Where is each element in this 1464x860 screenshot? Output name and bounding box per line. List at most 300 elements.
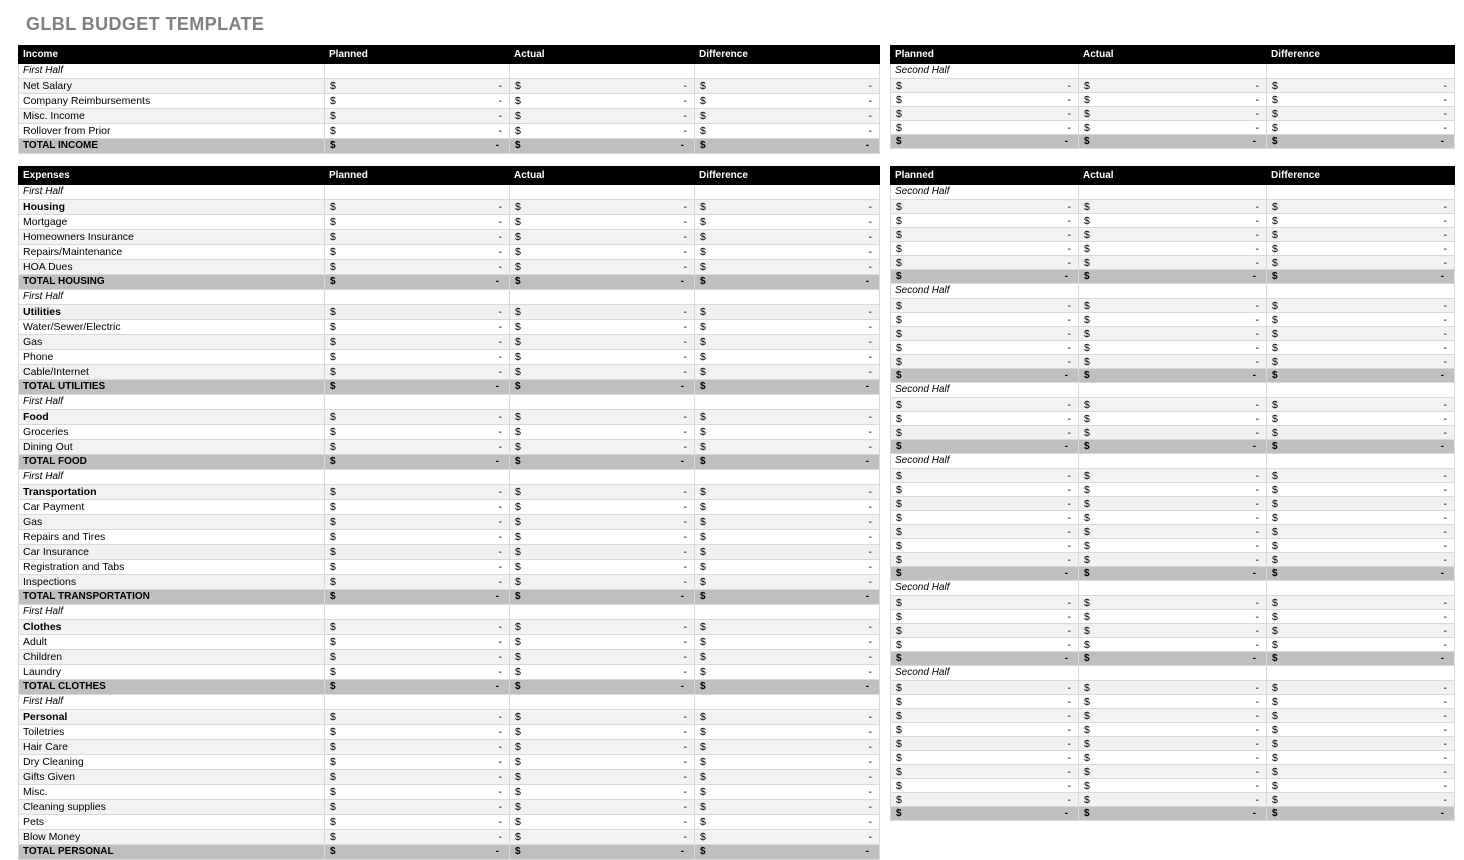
planned-cell[interactable]: [891, 497, 1079, 511]
planned-cell[interactable]: [325, 740, 510, 755]
difference-cell[interactable]: [1267, 793, 1455, 807]
difference-cell[interactable]: [695, 94, 880, 109]
planned-cell[interactable]: [891, 793, 1079, 807]
table-row[interactable]: [19, 635, 880, 650]
actual-cell[interactable]: [510, 485, 695, 500]
planned-cell[interactable]: [325, 335, 510, 350]
difference-cell[interactable]: [1267, 121, 1455, 135]
table-row[interactable]: [891, 765, 1455, 779]
difference-cell[interactable]: [695, 215, 880, 230]
actual-cell[interactable]: [1079, 765, 1267, 779]
difference-cell[interactable]: [695, 665, 880, 680]
total-actual-cell[interactable]: [1079, 567, 1267, 581]
difference-cell[interactable]: [1267, 355, 1455, 369]
table-row[interactable]: [891, 398, 1455, 412]
actual-cell[interactable]: [1079, 511, 1267, 525]
actual-cell[interactable]: [510, 755, 695, 770]
difference-cell[interactable]: [1267, 610, 1455, 624]
table-row[interactable]: [19, 320, 880, 335]
actual-cell[interactable]: [1079, 553, 1267, 567]
table-row[interactable]: [19, 785, 880, 800]
actual-cell[interactable]: [510, 785, 695, 800]
difference-cell[interactable]: [695, 485, 880, 500]
planned-cell[interactable]: [891, 299, 1079, 313]
planned-cell[interactable]: [325, 440, 510, 455]
actual-cell[interactable]: [510, 500, 695, 515]
total-actual-cell[interactable]: [510, 590, 695, 605]
actual-cell[interactable]: [1079, 228, 1267, 242]
table-row[interactable]: [19, 200, 880, 215]
actual-cell[interactable]: [1079, 256, 1267, 270]
table-row[interactable]: [19, 500, 880, 515]
difference-cell[interactable]: [695, 575, 880, 590]
difference-cell[interactable]: [1267, 497, 1455, 511]
actual-cell[interactable]: [510, 560, 695, 575]
actual-cell[interactable]: [1079, 709, 1267, 723]
table-row[interactable]: [19, 425, 880, 440]
difference-cell[interactable]: [1267, 299, 1455, 313]
planned-cell[interactable]: [325, 230, 510, 245]
planned-cell[interactable]: [891, 765, 1079, 779]
planned-cell[interactable]: [325, 575, 510, 590]
table-row[interactable]: [891, 723, 1455, 737]
table-row[interactable]: [891, 426, 1455, 440]
actual-cell[interactable]: [1079, 93, 1267, 107]
difference-cell[interactable]: [1267, 709, 1455, 723]
total-actual-cell[interactable]: [1079, 135, 1267, 149]
planned-cell[interactable]: [891, 412, 1079, 426]
total-actual-cell[interactable]: [510, 139, 695, 154]
planned-cell[interactable]: [325, 770, 510, 785]
difference-cell[interactable]: [1267, 596, 1455, 610]
total-planned-cell[interactable]: [891, 135, 1079, 149]
planned-cell[interactable]: [891, 107, 1079, 121]
planned-cell[interactable]: [325, 320, 510, 335]
actual-cell[interactable]: [510, 335, 695, 350]
table-row[interactable]: [19, 245, 880, 260]
planned-cell[interactable]: [891, 695, 1079, 709]
actual-cell[interactable]: [1079, 751, 1267, 765]
table-row[interactable]: [891, 793, 1455, 807]
difference-cell[interactable]: [1267, 200, 1455, 214]
planned-cell[interactable]: [891, 723, 1079, 737]
actual-cell[interactable]: [1079, 107, 1267, 121]
planned-cell[interactable]: [325, 710, 510, 725]
total-difference-cell[interactable]: [1267, 440, 1455, 454]
actual-cell[interactable]: [1079, 469, 1267, 483]
difference-cell[interactable]: [1267, 695, 1455, 709]
planned-cell[interactable]: [325, 500, 510, 515]
actual-cell[interactable]: [510, 800, 695, 815]
total-planned-cell[interactable]: [325, 845, 510, 860]
difference-cell[interactable]: [1267, 313, 1455, 327]
difference-cell[interactable]: [1267, 256, 1455, 270]
table-row[interactable]: [19, 665, 880, 680]
planned-cell[interactable]: [891, 426, 1079, 440]
planned-cell[interactable]: [325, 725, 510, 740]
actual-cell[interactable]: [510, 710, 695, 725]
table-row[interactable]: [19, 335, 880, 350]
actual-cell[interactable]: [510, 740, 695, 755]
table-row[interactable]: [891, 709, 1455, 723]
planned-cell[interactable]: [325, 79, 510, 94]
actual-cell[interactable]: [1079, 638, 1267, 652]
planned-cell[interactable]: [325, 94, 510, 109]
actual-cell[interactable]: [510, 440, 695, 455]
planned-cell[interactable]: [891, 93, 1079, 107]
difference-cell[interactable]: [1267, 242, 1455, 256]
table-row[interactable]: [891, 228, 1455, 242]
planned-cell[interactable]: [891, 200, 1079, 214]
planned-cell[interactable]: [325, 800, 510, 815]
actual-cell[interactable]: [510, 545, 695, 560]
planned-cell[interactable]: [325, 425, 510, 440]
table-row[interactable]: [891, 624, 1455, 638]
difference-cell[interactable]: [1267, 553, 1455, 567]
planned-cell[interactable]: [891, 525, 1079, 539]
planned-cell[interactable]: [891, 779, 1079, 793]
planned-cell[interactable]: [891, 242, 1079, 256]
total-difference-cell[interactable]: [695, 845, 880, 860]
actual-cell[interactable]: [510, 830, 695, 845]
table-row[interactable]: [891, 610, 1455, 624]
actual-cell[interactable]: [510, 124, 695, 139]
table-row[interactable]: [19, 650, 880, 665]
difference-cell[interactable]: [695, 440, 880, 455]
difference-cell[interactable]: [695, 755, 880, 770]
total-planned-cell[interactable]: [325, 139, 510, 154]
actual-cell[interactable]: [1079, 624, 1267, 638]
total-planned-cell[interactable]: [325, 590, 510, 605]
difference-cell[interactable]: [1267, 398, 1455, 412]
table-row[interactable]: [891, 412, 1455, 426]
difference-cell[interactable]: [695, 710, 880, 725]
table-row[interactable]: [19, 575, 880, 590]
planned-cell[interactable]: [325, 830, 510, 845]
difference-cell[interactable]: [695, 620, 880, 635]
total-actual-cell[interactable]: [1079, 270, 1267, 284]
table-row[interactable]: [19, 815, 880, 830]
table-row[interactable]: [19, 485, 880, 500]
planned-cell[interactable]: [891, 751, 1079, 765]
table-row[interactable]: [891, 214, 1455, 228]
difference-cell[interactable]: [695, 740, 880, 755]
difference-cell[interactable]: [695, 725, 880, 740]
table-row[interactable]: [891, 695, 1455, 709]
total-planned-cell[interactable]: [891, 567, 1079, 581]
difference-cell[interactable]: [1267, 469, 1455, 483]
difference-cell[interactable]: [695, 305, 880, 320]
actual-cell[interactable]: [1079, 341, 1267, 355]
actual-cell[interactable]: [510, 410, 695, 425]
total-planned-cell[interactable]: [891, 270, 1079, 284]
planned-cell[interactable]: [891, 256, 1079, 270]
table-row[interactable]: [19, 515, 880, 530]
actual-cell[interactable]: [510, 215, 695, 230]
table-row[interactable]: [19, 800, 880, 815]
table-row[interactable]: [891, 355, 1455, 369]
difference-cell[interactable]: [1267, 539, 1455, 553]
difference-cell[interactable]: [695, 815, 880, 830]
table-row[interactable]: [891, 525, 1455, 539]
planned-cell[interactable]: [325, 635, 510, 650]
table-row[interactable]: [19, 725, 880, 740]
total-difference-cell[interactable]: [695, 680, 880, 695]
difference-cell[interactable]: [695, 545, 880, 560]
difference-cell[interactable]: [695, 425, 880, 440]
actual-cell[interactable]: [510, 530, 695, 545]
total-planned-cell[interactable]: [325, 275, 510, 290]
actual-cell[interactable]: [1079, 313, 1267, 327]
difference-cell[interactable]: [695, 124, 880, 139]
total-actual-cell[interactable]: [1079, 807, 1267, 821]
actual-cell[interactable]: [510, 230, 695, 245]
actual-cell[interactable]: [510, 245, 695, 260]
planned-cell[interactable]: [325, 650, 510, 665]
difference-cell[interactable]: [695, 530, 880, 545]
difference-cell[interactable]: [695, 410, 880, 425]
actual-cell[interactable]: [1079, 398, 1267, 412]
planned-cell[interactable]: [891, 355, 1079, 369]
difference-cell[interactable]: [695, 200, 880, 215]
total-planned-cell[interactable]: [891, 440, 1079, 454]
table-row[interactable]: [891, 107, 1455, 121]
planned-cell[interactable]: [891, 341, 1079, 355]
total-actual-cell[interactable]: [510, 380, 695, 395]
total-difference-cell[interactable]: [695, 380, 880, 395]
planned-cell[interactable]: [891, 638, 1079, 652]
table-row[interactable]: [19, 530, 880, 545]
table-row[interactable]: [19, 109, 880, 124]
actual-cell[interactable]: [510, 320, 695, 335]
table-row[interactable]: [891, 779, 1455, 793]
total-actual-cell[interactable]: [510, 680, 695, 695]
table-row[interactable]: [19, 94, 880, 109]
actual-cell[interactable]: [1079, 695, 1267, 709]
total-difference-cell[interactable]: [1267, 270, 1455, 284]
table-row[interactable]: [891, 751, 1455, 765]
actual-cell[interactable]: [1079, 610, 1267, 624]
planned-cell[interactable]: [325, 515, 510, 530]
difference-cell[interactable]: [695, 365, 880, 380]
table-row[interactable]: [19, 230, 880, 245]
actual-cell[interactable]: [510, 200, 695, 215]
table-row[interactable]: [19, 545, 880, 560]
planned-cell[interactable]: [891, 596, 1079, 610]
difference-cell[interactable]: [1267, 341, 1455, 355]
planned-cell[interactable]: [891, 398, 1079, 412]
planned-cell[interactable]: [325, 545, 510, 560]
planned-cell[interactable]: [891, 214, 1079, 228]
actual-cell[interactable]: [1079, 681, 1267, 695]
actual-cell[interactable]: [1079, 299, 1267, 313]
table-row[interactable]: [891, 497, 1455, 511]
table-row[interactable]: [19, 410, 880, 425]
total-difference-cell[interactable]: [1267, 567, 1455, 581]
table-row[interactable]: [19, 620, 880, 635]
table-row[interactable]: [891, 121, 1455, 135]
table-row[interactable]: [891, 511, 1455, 525]
actual-cell[interactable]: [510, 515, 695, 530]
total-difference-cell[interactable]: [695, 455, 880, 470]
difference-cell[interactable]: [695, 260, 880, 275]
difference-cell[interactable]: [695, 79, 880, 94]
total-difference-cell[interactable]: [695, 590, 880, 605]
actual-cell[interactable]: [1079, 525, 1267, 539]
actual-cell[interactable]: [510, 620, 695, 635]
actual-cell[interactable]: [1079, 483, 1267, 497]
actual-cell[interactable]: [510, 365, 695, 380]
planned-cell[interactable]: [325, 620, 510, 635]
difference-cell[interactable]: [1267, 107, 1455, 121]
actual-cell[interactable]: [510, 725, 695, 740]
table-row[interactable]: [891, 681, 1455, 695]
difference-cell[interactable]: [1267, 426, 1455, 440]
actual-cell[interactable]: [1079, 200, 1267, 214]
table-row[interactable]: [891, 299, 1455, 313]
table-row[interactable]: [891, 553, 1455, 567]
total-planned-cell[interactable]: [325, 380, 510, 395]
planned-cell[interactable]: [891, 624, 1079, 638]
planned-cell[interactable]: [891, 539, 1079, 553]
total-actual-cell[interactable]: [1079, 369, 1267, 383]
actual-cell[interactable]: [1079, 242, 1267, 256]
total-difference-cell[interactable]: [1267, 369, 1455, 383]
actual-cell[interactable]: [510, 350, 695, 365]
table-row[interactable]: [891, 483, 1455, 497]
difference-cell[interactable]: [695, 515, 880, 530]
actual-cell[interactable]: [510, 425, 695, 440]
table-row[interactable]: [891, 327, 1455, 341]
planned-cell[interactable]: [325, 665, 510, 680]
planned-cell[interactable]: [325, 350, 510, 365]
actual-cell[interactable]: [1079, 214, 1267, 228]
actual-cell[interactable]: [1079, 355, 1267, 369]
difference-cell[interactable]: [695, 770, 880, 785]
actual-cell[interactable]: [1079, 737, 1267, 751]
planned-cell[interactable]: [891, 228, 1079, 242]
table-row[interactable]: [891, 469, 1455, 483]
difference-cell[interactable]: [1267, 681, 1455, 695]
planned-cell[interactable]: [325, 215, 510, 230]
planned-cell[interactable]: [325, 260, 510, 275]
total-planned-cell[interactable]: [891, 807, 1079, 821]
table-row[interactable]: [891, 596, 1455, 610]
planned-cell[interactable]: [891, 610, 1079, 624]
table-row[interactable]: [19, 215, 880, 230]
planned-cell[interactable]: [325, 785, 510, 800]
difference-cell[interactable]: [695, 320, 880, 335]
planned-cell[interactable]: [891, 483, 1079, 497]
total-difference-cell[interactable]: [695, 275, 880, 290]
planned-cell[interactable]: [891, 737, 1079, 751]
planned-cell[interactable]: [325, 560, 510, 575]
actual-cell[interactable]: [1079, 412, 1267, 426]
difference-cell[interactable]: [1267, 624, 1455, 638]
difference-cell[interactable]: [695, 350, 880, 365]
table-row[interactable]: [19, 305, 880, 320]
table-row[interactable]: [891, 79, 1455, 93]
total-planned-cell[interactable]: [325, 455, 510, 470]
actual-cell[interactable]: [1079, 327, 1267, 341]
actual-cell[interactable]: [510, 305, 695, 320]
planned-cell[interactable]: [325, 109, 510, 124]
difference-cell[interactable]: [1267, 79, 1455, 93]
actual-cell[interactable]: [510, 575, 695, 590]
planned-cell[interactable]: [325, 365, 510, 380]
total-planned-cell[interactable]: [891, 652, 1079, 666]
table-row[interactable]: [19, 440, 880, 455]
total-planned-cell[interactable]: [325, 680, 510, 695]
table-row[interactable]: [19, 755, 880, 770]
difference-cell[interactable]: [1267, 214, 1455, 228]
table-row[interactable]: [891, 638, 1455, 652]
difference-cell[interactable]: [695, 560, 880, 575]
planned-cell[interactable]: [891, 681, 1079, 695]
planned-cell[interactable]: [325, 124, 510, 139]
difference-cell[interactable]: [1267, 751, 1455, 765]
actual-cell[interactable]: [510, 815, 695, 830]
actual-cell[interactable]: [510, 109, 695, 124]
total-difference-cell[interactable]: [1267, 135, 1455, 149]
actual-cell[interactable]: [1079, 779, 1267, 793]
table-row[interactable]: [891, 539, 1455, 553]
table-row[interactable]: [19, 560, 880, 575]
actual-cell[interactable]: [510, 665, 695, 680]
difference-cell[interactable]: [1267, 511, 1455, 525]
total-actual-cell[interactable]: [510, 845, 695, 860]
planned-cell[interactable]: [325, 530, 510, 545]
planned-cell[interactable]: [891, 511, 1079, 525]
table-row[interactable]: [19, 710, 880, 725]
table-row[interactable]: [891, 341, 1455, 355]
table-row[interactable]: [891, 256, 1455, 270]
planned-cell[interactable]: [891, 327, 1079, 341]
actual-cell[interactable]: [1079, 723, 1267, 737]
actual-cell[interactable]: [510, 635, 695, 650]
planned-cell[interactable]: [325, 755, 510, 770]
difference-cell[interactable]: [1267, 483, 1455, 497]
planned-cell[interactable]: [891, 553, 1079, 567]
actual-cell[interactable]: [1079, 539, 1267, 553]
actual-cell[interactable]: [1079, 121, 1267, 135]
actual-cell[interactable]: [1079, 426, 1267, 440]
planned-cell[interactable]: [325, 485, 510, 500]
actual-cell[interactable]: [1079, 79, 1267, 93]
actual-cell[interactable]: [1079, 793, 1267, 807]
difference-cell[interactable]: [695, 800, 880, 815]
planned-cell[interactable]: [325, 815, 510, 830]
actual-cell[interactable]: [510, 94, 695, 109]
table-row[interactable]: [891, 200, 1455, 214]
table-row[interactable]: [19, 260, 880, 275]
total-actual-cell[interactable]: [1079, 652, 1267, 666]
difference-cell[interactable]: [695, 650, 880, 665]
difference-cell[interactable]: [1267, 412, 1455, 426]
planned-cell[interactable]: [891, 79, 1079, 93]
total-difference-cell[interactable]: [1267, 807, 1455, 821]
table-row[interactable]: [19, 350, 880, 365]
difference-cell[interactable]: [695, 830, 880, 845]
actual-cell[interactable]: [510, 650, 695, 665]
planned-cell[interactable]: [891, 709, 1079, 723]
difference-cell[interactable]: [1267, 327, 1455, 341]
difference-cell[interactable]: [1267, 525, 1455, 539]
difference-cell[interactable]: [1267, 765, 1455, 779]
total-difference-cell[interactable]: [695, 139, 880, 154]
planned-cell[interactable]: [325, 305, 510, 320]
difference-cell[interactable]: [695, 785, 880, 800]
